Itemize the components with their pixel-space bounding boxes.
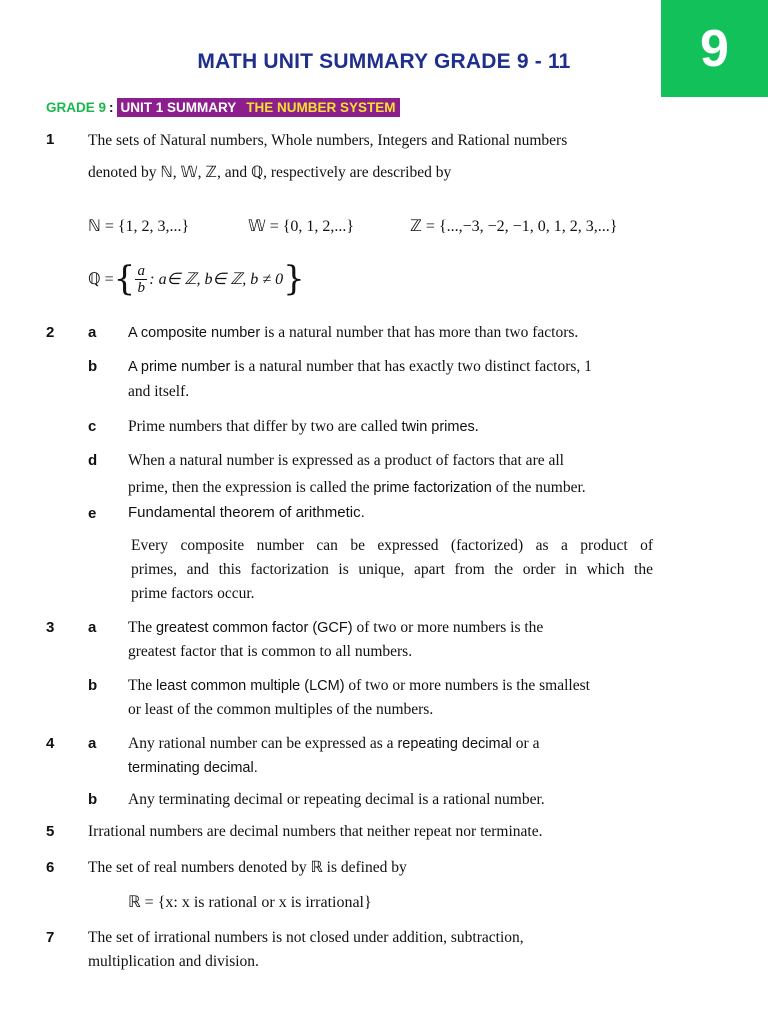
set-natural: ℕ = {1, 2, 3,...} bbox=[88, 218, 190, 235]
term-lcm: least common multiple (LCM) bbox=[155, 678, 345, 694]
term-prime-number: A prime number bbox=[128, 359, 231, 375]
item-6-line: The set of real numbers denoted by ℝ is defined by bbox=[88, 859, 407, 876]
unit-heading bbox=[117, 98, 400, 117]
fraction-a-over-b bbox=[135, 263, 147, 296]
item-2d-post: of the number. bbox=[491, 479, 586, 496]
item-2e-heading bbox=[128, 500, 365, 525]
item-number: 7 bbox=[46, 929, 55, 946]
term-composite-number: A composite number bbox=[128, 325, 261, 341]
item-number: 5 bbox=[46, 823, 55, 840]
unit-title: THE NUMBER SYSTEM bbox=[246, 99, 396, 115]
term-fundamental-theorem: Fundamental theorem of arithmetic. bbox=[128, 504, 365, 521]
set-rational bbox=[88, 259, 305, 299]
item-3b-rest: of two or more numbers is the smallest bbox=[344, 677, 590, 694]
sub-label: d bbox=[88, 452, 98, 469]
item-2a-rest: is a natural number that has more than two factors. bbox=[260, 324, 579, 341]
item-2d-line-1: When a natural number is expressed as a product of factors that are all bbox=[128, 452, 564, 469]
item-2e-line-2: primes, and this factorization is unique, apart from the order in which the bbox=[131, 561, 653, 578]
term-repeating-decimal: repeating decimal bbox=[397, 736, 512, 752]
unit-label: UNIT 1 SUMMARY bbox=[120, 99, 237, 115]
grade-label: GRADE 9 bbox=[46, 99, 107, 115]
item-3a-pre: The bbox=[128, 619, 156, 636]
item-3a-line-1 bbox=[128, 615, 543, 641]
item-4a-line-2 bbox=[128, 755, 258, 781]
item-number: 4 bbox=[46, 735, 55, 752]
item-2d-line-2 bbox=[128, 475, 586, 501]
term-prime-factorization: prime factorization bbox=[373, 480, 492, 496]
item-1-line-1: The sets of Natural numbers, Whole numbers, Integers and Rational numbers bbox=[88, 132, 568, 149]
brace-open: { bbox=[113, 259, 136, 299]
item-2e-line-3: prime factors occur. bbox=[131, 585, 255, 602]
item-3b-line-2: or least of the common multiples of the numbers. bbox=[128, 701, 434, 718]
sub-label: e bbox=[88, 505, 97, 522]
item-5-line: Irrational numbers are decimal numbers that neither repeat nor terminate. bbox=[88, 823, 543, 840]
item-number: 2 bbox=[46, 324, 55, 341]
item-2a-line bbox=[128, 320, 578, 346]
sub-label: b bbox=[88, 358, 98, 375]
page-title: MATH UNIT SUMMARY GRADE 9 - 11 bbox=[197, 50, 571, 73]
sub-label: b bbox=[88, 791, 98, 808]
rational-lhs: ℚ = bbox=[88, 271, 114, 288]
item-number: 1 bbox=[46, 131, 55, 148]
item-3a-line-2: greatest factor that is common to all numbers. bbox=[128, 643, 413, 660]
item-4a-rest: or a bbox=[511, 735, 540, 752]
sub-label: a bbox=[88, 619, 97, 636]
sub-label: c bbox=[88, 418, 97, 435]
item-3b-pre: The bbox=[128, 677, 156, 694]
item-2b-line-2: and itself. bbox=[128, 383, 190, 400]
item-3a-rest: of two or more numbers is the bbox=[352, 619, 544, 636]
item-7-line-1: The set of irrational numbers is not closed under addition, subtraction, bbox=[88, 929, 524, 946]
grade-unit-line bbox=[46, 96, 400, 118]
sub-label: a bbox=[88, 735, 97, 752]
grade-colon: : bbox=[109, 99, 114, 115]
fraction-denominator: b bbox=[137, 279, 146, 296]
item-2c-pre: Prime numbers that differ by two are called bbox=[128, 418, 402, 435]
item-2c-post: . bbox=[474, 418, 479, 435]
term-gcf: greatest common factor (GCF) bbox=[155, 620, 353, 636]
item-2d-pre: prime, then the expression is called the bbox=[128, 479, 374, 496]
sub-label: b bbox=[88, 677, 98, 694]
item-3b-line-1 bbox=[128, 673, 590, 699]
rational-condition: : a∈ ℤ, b∈ ℤ, b ≠ 0 bbox=[149, 271, 284, 288]
item-4a-pre: Any rational number can be expressed as a bbox=[128, 735, 398, 752]
set-whole: 𝕎 = {0, 1, 2,...} bbox=[248, 218, 355, 235]
brace-close: } bbox=[283, 259, 305, 299]
item-4b-line: Any terminating decimal or repeating decimal is a rational number. bbox=[128, 791, 545, 808]
sub-label: a bbox=[88, 324, 97, 341]
grade-badge: 9 bbox=[661, 0, 768, 97]
item-2b-line-1 bbox=[128, 354, 592, 380]
item-number: 3 bbox=[46, 619, 55, 636]
item-7-line-2: multiplication and division. bbox=[88, 953, 259, 970]
term-twin-primes: twin primes bbox=[401, 419, 475, 435]
item-number: 6 bbox=[46, 859, 55, 876]
item-2c-line bbox=[128, 414, 479, 440]
item-1-line-2: denoted by ℕ, 𝕎, ℤ, and ℚ, respectively are described by bbox=[88, 164, 452, 181]
term-terminating-decimal: terminating decimal. bbox=[128, 760, 258, 776]
item-4a-line-1 bbox=[128, 731, 539, 757]
real-numbers-formula: ℝ = {x: x is rational or x is irrational} bbox=[128, 894, 372, 911]
set-integers: ℤ = {...,−3, −2, −1, 0, 1, 2, 3,...} bbox=[410, 218, 618, 235]
item-2e-line-1: Every composite number can be expressed (factorized) as a product of bbox=[131, 537, 653, 554]
fraction-numerator: a bbox=[137, 262, 146, 279]
item-2b-rest: is a natural number that has exactly two distinct factors, 1 bbox=[230, 358, 592, 375]
